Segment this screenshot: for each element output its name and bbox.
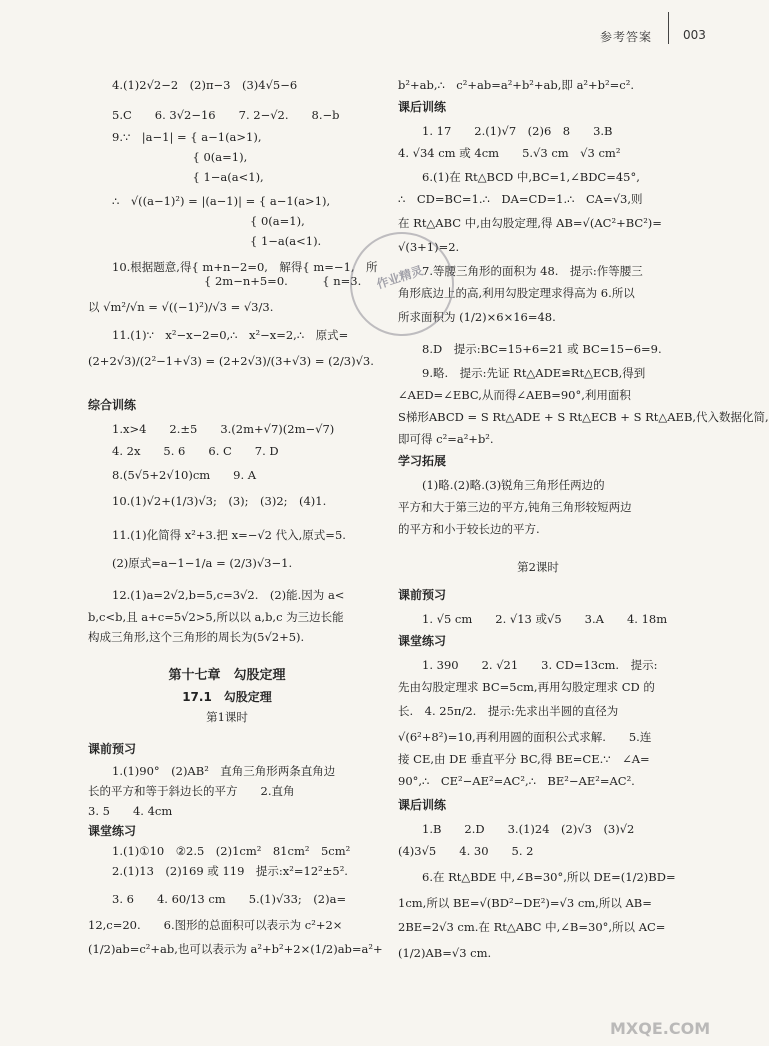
watermark-logo bbox=[610, 995, 740, 1043]
answer-line: (1)略.(2)略.(3)锐角三角形任两边的 bbox=[422, 478, 605, 492]
answer-line: 接 CE,由 DE 垂直平分 BC,得 BE=CE.∵ ∠A= bbox=[398, 752, 650, 766]
answer-line: { 0(a=1), bbox=[112, 214, 305, 228]
answer-line: 90°,∴ CE²−AE²=AC²,∴ BE²−AE²=AC². bbox=[398, 774, 635, 788]
answer-line: 6.在 Rt△BDE 中,∠B=30°,所以 DE=(1/2)BD= bbox=[422, 870, 676, 884]
header-divider bbox=[668, 12, 669, 44]
answer-line: 长的平方和等于斜边长的平方 2.直角 bbox=[88, 784, 295, 798]
answer-line: ∠AED=∠EBC,从而得∠AEB=90°,利用面积 bbox=[398, 388, 631, 402]
answer-line: 角形底边上的高,利用勾股定理求得高为 6.所以 bbox=[398, 286, 635, 300]
answer-line: 1cm,所以 BE=√(BD²−DE²)=√3 cm,所以 AB= bbox=[398, 896, 652, 910]
answer-line: 10.根据题意,得{ m+n−2=0, 解得{ m=−1, 所 bbox=[112, 260, 378, 274]
page-number: 003 bbox=[683, 28, 706, 42]
answer-line: 1. √5 cm 2. √13 或√5 3.A 4. 18m bbox=[422, 612, 668, 626]
answer-line: 先由勾股定理求 BC=5cm,再用勾股定理求 CD 的 bbox=[398, 680, 655, 694]
answer-line: 在 Rt△ABC 中,由勾股定理,得 AB=√(AC²+BC²)= bbox=[398, 216, 662, 230]
answer-line: (2)原式=a−1−1/a = (2/3)√3−1. bbox=[112, 556, 293, 570]
section-heading: 课前预习 bbox=[398, 588, 447, 602]
answer-line: { 2m−n+5=0. { n=3. bbox=[112, 274, 362, 288]
answer-line: 9.略. 提示:先证 Rt△ADE≌Rt△ECB,得到 bbox=[422, 366, 646, 380]
section-heading: 课前预习 bbox=[88, 742, 137, 756]
answer-line: 1. 390 2. √21 3. CD=13cm. 提示: bbox=[422, 658, 658, 672]
answer-line: 1.(1)①10 ②2.5 (2)1cm² 81cm² 5cm² bbox=[112, 844, 351, 858]
answer-line: 2BE=2√3 cm.在 Rt△ABC 中,∠B=30°,所以 AC= bbox=[398, 920, 666, 934]
answer-line: S梯形ABCD = S Rt△ADE + S Rt△ECB + S Rt△AEB,代入数据化简, bbox=[398, 410, 769, 424]
answer-line: 1.x>4 2.±5 3.(2m+√7)(2m−√7) bbox=[112, 422, 335, 436]
answer-line: √(3+1)=2. bbox=[398, 240, 460, 254]
answer-line: 10.(1)√2+(1/3)√3; (3); (3)2; (4)1. bbox=[112, 494, 327, 508]
answer-line: 平方和大于第三边的平方,钝角三角形较短两边 bbox=[398, 500, 632, 514]
section-heading: 课后训练 bbox=[398, 798, 447, 812]
answer-line: 8.D 提示:BC=15+6=21 或 BC=15−6=9. bbox=[422, 342, 662, 356]
answer-line: 长. 4. 25π/2. 提示:先求出半圆的直径为 bbox=[398, 704, 619, 718]
answer-line: 5.C 6. 3√2−16 7. 2−√2. 8.−b bbox=[112, 108, 340, 122]
answer-line: 3. 5 4. 4cm bbox=[88, 804, 173, 818]
answer-line: 以 √m²/√n = √((−1)²)/√3 = √3/3. bbox=[88, 300, 274, 314]
answer-line: 12,c=20. 6.图形的总面积可以表示为 c²+2× bbox=[88, 918, 343, 932]
answer-line: 3. 6 4. 60/13 cm 5.(1)√33; (2)a= bbox=[112, 892, 347, 906]
answer-line: 1.(1)90° (2)AB² 直角三角形两条直角边 bbox=[112, 764, 336, 778]
answer-line: 11.(1)∵ x²−x−2=0,∴ x²−x=2,∴ 原式= bbox=[112, 328, 349, 342]
answer-line: 所求面积为 (1/2)×6×16=48. bbox=[398, 310, 556, 324]
answer-line: 7.等腰三角形的面积为 48. 提示:作等腰三 bbox=[422, 264, 643, 278]
answer-line: 的平方和小于较长边的平方. bbox=[398, 522, 540, 536]
answer-line: ∴ √((a−1)²) = |(a−1)| = { a−1(a>1), bbox=[112, 194, 331, 208]
answer-line: 4.(1)2√2−2 (2)π−3 (3)4√5−6 bbox=[112, 78, 298, 92]
answer-line: √(6²+8²)=10,再利用圆的面积公式求解. 5.连 bbox=[398, 730, 652, 744]
answer-line: b,c<b,且 a+c=5√2>5,所以以 a,b,c 为三边长能 bbox=[88, 610, 344, 624]
answer-line: 4. √34 cm 或 4cm 5.√3 cm √3 cm² bbox=[398, 146, 621, 160]
answer-line: 1.B 2.D 3.(1)24 (2)√3 (3)√2 bbox=[422, 822, 635, 836]
section-heading: 课堂练习 bbox=[88, 824, 137, 838]
answer-line: ∴ CD=BC=1.∴ DA=CD=1.∴ CA=√3,则 bbox=[398, 192, 643, 206]
answer-line: { 1−a(a<1), bbox=[112, 170, 264, 184]
page-header bbox=[0, 0, 750, 60]
section-heading: 综合训练 bbox=[88, 398, 137, 412]
answer-line: 12.(1)a=2√2,b=5,c=3√2. (2)能.因为 a< bbox=[112, 588, 345, 602]
answer-line: 1. 17 2.(1)√7 (2)6 8 3.B bbox=[422, 124, 613, 138]
header-title: 参考答案 bbox=[600, 30, 653, 44]
answer-line: 6.(1)在 Rt△BCD 中,BC=1,∠BDC=45°, bbox=[422, 170, 640, 184]
answer-line: { 1−a(a<1). bbox=[112, 234, 322, 248]
answer-line: { 0(a=1), bbox=[112, 150, 248, 164]
section-heading: 课后训练 bbox=[398, 100, 447, 114]
watermark-text: MXQE.COM bbox=[610, 1019, 711, 1038]
answer-line: 第十七章 勾股定理 bbox=[168, 668, 286, 683]
section-heading: 课堂练习 bbox=[398, 634, 447, 648]
answer-line: 11.(1)化简得 x²+3.把 x=−√2 代入,原式=5. bbox=[112, 528, 346, 542]
answer-line: 第2课时 bbox=[517, 560, 559, 574]
answer-line: (2+2√3)/(2²−1+√3) = (2+2√3)/(3+√3) = (2/3)√3. bbox=[88, 354, 374, 368]
answer-line: (1/2)ab=c²+ab,也可以表示为 a²+b²+2×(1/2)ab=a²+ bbox=[88, 942, 383, 956]
answer-line: 第1课时 bbox=[206, 710, 248, 724]
answer-line: (1/2)AB=√3 cm. bbox=[398, 946, 492, 960]
answer-line: 9.∵ |a−1| = { a−1(a>1), bbox=[112, 130, 262, 144]
answer-line: 17.1 勾股定理 bbox=[182, 690, 272, 704]
answer-line: (4)3√5 4. 30 5. 2 bbox=[398, 844, 534, 858]
stamp-text: 作业精灵 bbox=[374, 263, 425, 292]
answer-line: 4. 2x 5. 6 6. C 7. D bbox=[112, 444, 279, 458]
answer-line: 即可得 c²=a²+b². bbox=[398, 432, 494, 446]
answer-line: 构成三角形,这个三角形的周长为(5√2+5). bbox=[88, 630, 305, 644]
answer-line: 8.(5√5+2√10)cm 9. A bbox=[112, 468, 257, 482]
section-heading: 学习拓展 bbox=[398, 454, 447, 468]
answer-line: b²+ab,∴ c²+ab=a²+b²+ab,即 a²+b²=c². bbox=[398, 78, 634, 92]
answer-line: 2.(1)13 (2)169 或 119 提示:x²=12²±5². bbox=[112, 864, 348, 878]
